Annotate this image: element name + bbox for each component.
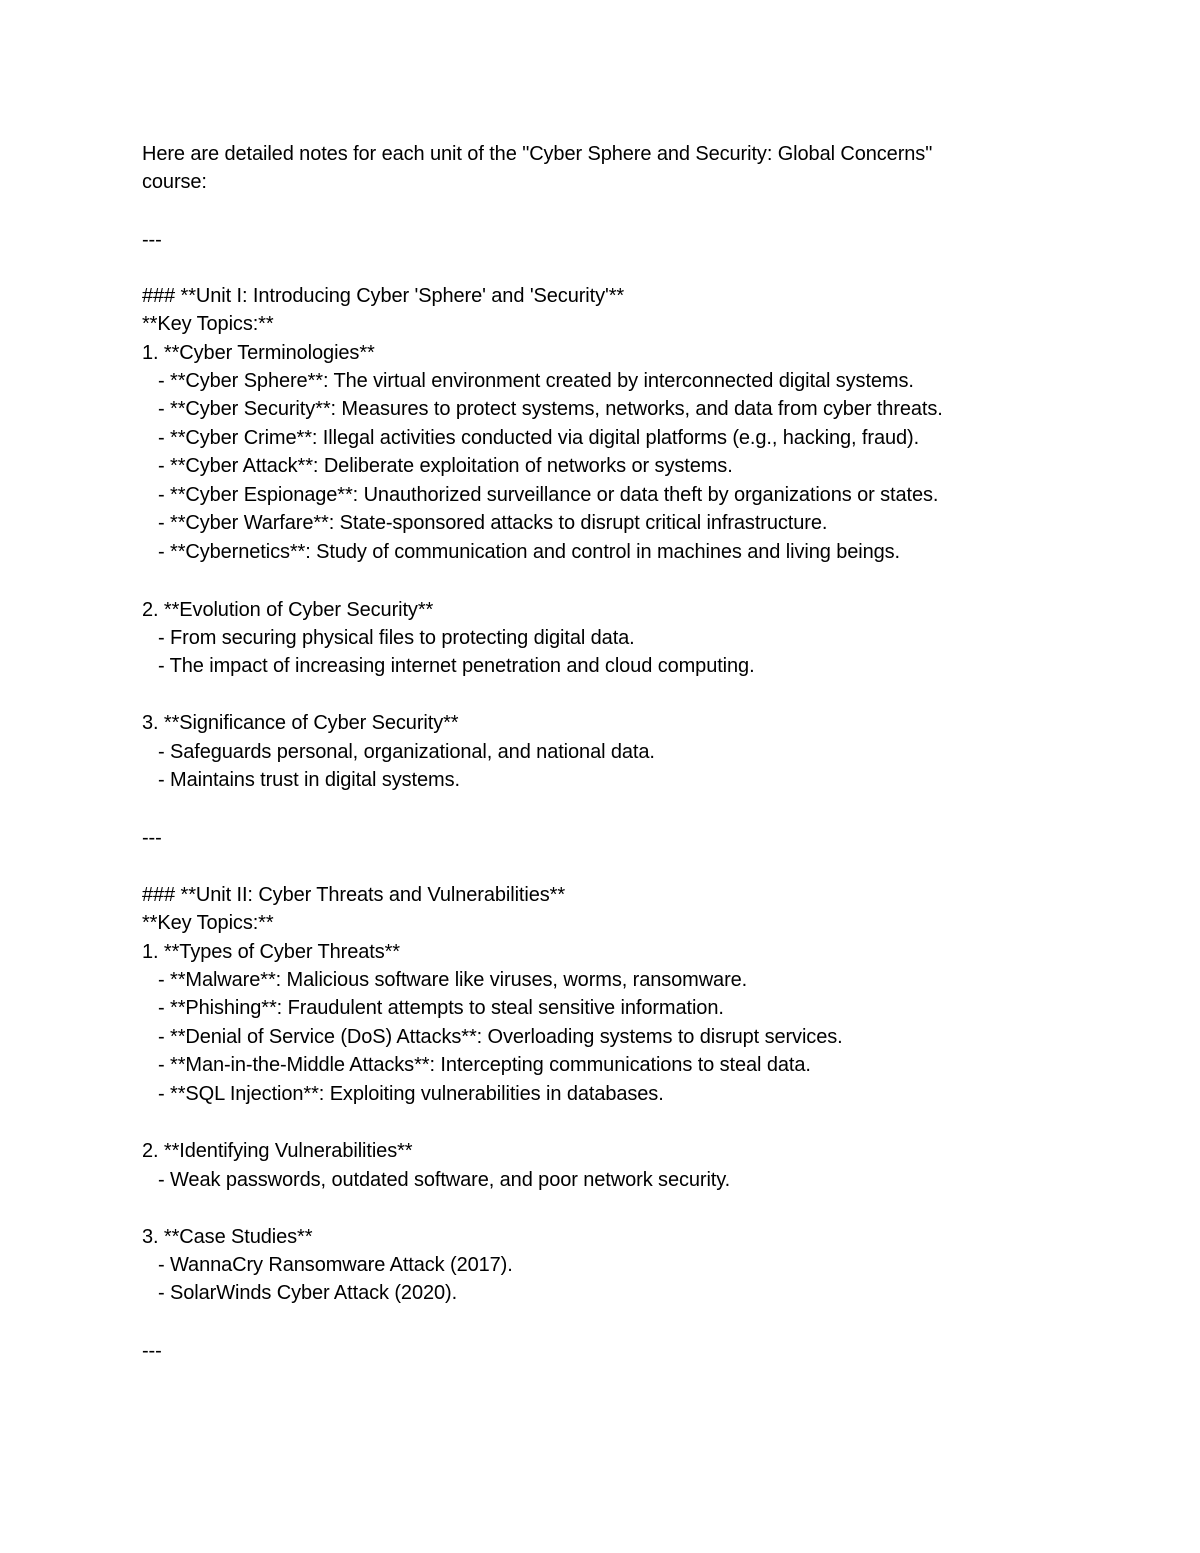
unit2-topic1-title: 1. **Types of Cyber Threats** bbox=[142, 941, 400, 963]
list-item: - **Denial of Service (DoS) Attacks**: Overloading systems to disrupt services. bbox=[158, 1026, 843, 1048]
unit1-topic3-title: 3. **Significance of Cyber Security** bbox=[142, 712, 459, 734]
list-item: - Safeguards personal, organizational, and national data. bbox=[158, 741, 655, 763]
unit2-topic2-title: 2. **Identifying Vulnerabilities** bbox=[142, 1140, 413, 1162]
list-item: - **Malware**: Malicious software like viruses, worms, ransomware. bbox=[158, 969, 748, 991]
list-item: - **Cyber Sphere**: The virtual environment created by interconnected digital systems. bbox=[158, 370, 914, 392]
intro-line-1: Here are detailed notes for each unit of the "Cyber Sphere and Security: Global Concerns" bbox=[142, 143, 933, 165]
unit1-topic1-title: 1. **Cyber Terminologies** bbox=[142, 342, 375, 364]
unit1-topic2-title: 2. **Evolution of Cyber Security** bbox=[142, 599, 434, 621]
list-item: - WannaCry Ransomware Attack (2017). bbox=[158, 1254, 513, 1276]
list-item: - From securing physical files to protecting digital data. bbox=[158, 627, 635, 649]
unit2-key-topics: **Key Topics:** bbox=[142, 912, 274, 934]
list-item: - **Cyber Security**: Measures to protect systems, networks, and data from cyber threats. bbox=[158, 398, 943, 420]
list-item: - **SQL Injection**: Exploiting vulnerabilities in databases. bbox=[158, 1083, 664, 1105]
list-item: - **Phishing**: Fraudulent attempts to steal sensitive information. bbox=[158, 997, 724, 1019]
unit2-heading: ### **Unit II: Cyber Threats and Vulnerabilities** bbox=[142, 884, 566, 906]
list-item: - **Cyber Attack**: Deliberate exploitation of networks or systems. bbox=[158, 455, 733, 477]
separator: --- bbox=[142, 827, 162, 849]
list-item: - SolarWinds Cyber Attack (2020). bbox=[158, 1282, 458, 1304]
unit2-topic3-title: 3. **Case Studies** bbox=[142, 1226, 313, 1248]
intro-line-2: course: bbox=[142, 171, 207, 193]
list-item: - Weak passwords, outdated software, and poor network security. bbox=[158, 1169, 731, 1191]
list-item: - **Cybernetics**: Study of communication and control in machines and living beings. bbox=[158, 541, 900, 563]
separator: --- bbox=[142, 229, 162, 251]
list-item: - **Cyber Crime**: Illegal activities conducted via digital platforms (e.g., hacking, fraud). bbox=[158, 427, 920, 449]
list-item: - The impact of increasing internet penetration and cloud computing. bbox=[158, 655, 755, 677]
list-item: - **Cyber Warfare**: State-sponsored attacks to disrupt critical infrastructure. bbox=[158, 512, 828, 534]
unit1-heading: ### **Unit I: Introducing Cyber 'Sphere' and 'Security'** bbox=[142, 285, 625, 307]
list-item: - **Man-in-the-Middle Attacks**: Intercepting communications to steal data. bbox=[158, 1054, 811, 1076]
list-item: - Maintains trust in digital systems. bbox=[158, 769, 460, 791]
unit1-key-topics: **Key Topics:** bbox=[142, 313, 274, 335]
list-item: - **Cyber Espionage**: Unauthorized surveillance or data theft by organizations or states. bbox=[158, 484, 939, 506]
separator: --- bbox=[142, 1340, 162, 1362]
